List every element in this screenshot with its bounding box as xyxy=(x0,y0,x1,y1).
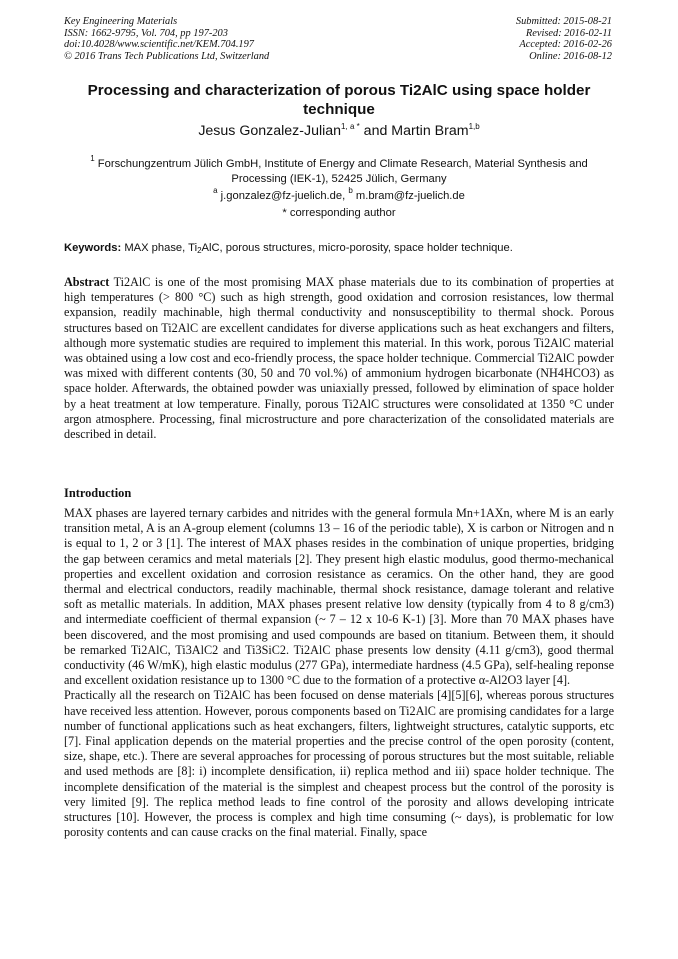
copyright: © 2016 Trans Tech Publications Ltd, Switzerland xyxy=(64,50,270,62)
accepted-date: Accepted: 2016-02-26 xyxy=(519,39,612,51)
introduction-body xyxy=(64,506,614,840)
affiliation xyxy=(64,151,614,187)
affiliation-text: Forschungzentrum Jülich GmbH, Institute of Energy and Climate Research, Material Synthesis and Processing (IEK-1), 52425 Jülich, Germany xyxy=(97,158,588,185)
author-2-sup: 1,b xyxy=(468,122,480,131)
author-1: Jesus Gonzalez-Julian xyxy=(198,123,342,139)
doi: doi:10.4028/www.scientific.net/KEM.704.197 xyxy=(64,39,254,51)
paper-title: Processing and characterization of porous Ti2AlC using space holder technique xyxy=(87,82,591,118)
submitted-date: Submitted: 2015-08-21 xyxy=(515,16,612,27)
abstract-label: Abstract xyxy=(64,275,110,289)
email-b[interactable]: m.bram@fz-juelich.de xyxy=(355,190,465,202)
online-date: Online: 2016-08-12 xyxy=(529,50,612,62)
email-a-sup: a xyxy=(213,186,218,195)
abstract-text: Ti2AlC is one of the most promising MAX phase materials due to its combination of properties at high temperatures (> 800 °C) such as high strength, good oxidation and corrosion resistances, low thermal expansion, readily machinable, high thermal conductivity and nonsusceptibility to thermal shock. Porous structures based on Ti2AlC are excellent candidates for diverse applications such as heat exchangers and filters, although more systematic studies are required to implement this material. In this work, porous Ti2AlC material was obtained using a low cost and eco-friendly process, the space holder technique. Commercial Ti2AlC powder was mixed with different contents (30, 50 and 70 vol.%) of ammonium hydrogen bicarbonate (NH4HCO3) as space holder. Afterwards, the obtained powder was uniaxially pressed, followed by elimination of space holder by a heat treatment at low temperature. Finally, porous Ti2AlC structures were consolidated at 1350 °C under argon atmosphere. Processing, final microstructure and pore characterization of the consolidated materials are described in detail. xyxy=(64,275,615,442)
keywords-text-2: AlC, porous structures, micro-porosity, space holder technique. xyxy=(201,242,513,254)
intro-paragraph-1: MAX phases are layered ternary carbides and nitrides with the general formula Mn+1AXn, where M is an early transition metal, A is an A-group element (columns 13 – 16 of the periodic table), X is carbon or Nitrogen and n is equal to 1, 2 or 3 [1]. The interest of MAX phases resides in the combination of unique properties, bridging the gap between ceramics and metal materials [2]. They present high elastic modulus, good thermo-mechanical properties and excellent oxidation and corrosion resistance as ceramics. On the other hand, they are good thermal and electrical conductors, readily machinable, thermal shock resistance, damage tolerant and relative soft as metallic materials. In addition, MAX phases present relative low density (typically from 4 to 8 g/cm3) and intermediate coefficient of thermal expansion (~ 7 – 12 x 10-6 K-1) [3]. More than 70 MAX phases have been discovered, and the most promising and used compounds are based on titanium. Between them, it should be remarked Ti2AlC, Ti3AlC2 and Ti3SiC2. Ti2AlC phase presents low density (4.11 g/cm3), good thermal conductivity (46 W/mK), high elastic modulus (277 GPa), intermediate hardness (4.5 GPa), self-healing reponse and excellent oxidation resistance up to 1300 °C due to the formation of a protective α-Al2O3 layer [4]. xyxy=(64,506,614,688)
dates-info xyxy=(516,16,612,62)
keywords-text-1: MAX phase, Ti xyxy=(124,242,198,254)
abstract xyxy=(64,275,614,442)
authors-and: and xyxy=(359,123,392,139)
corresponding-author: * corresponding author xyxy=(282,207,396,219)
keywords-label: Keywords: xyxy=(64,242,122,254)
affiliation-sup: 1 xyxy=(90,154,95,163)
keywords-sub: 2 xyxy=(197,246,202,255)
email-a[interactable]: j.gonzalez@fz-juelich.de xyxy=(220,190,343,202)
author-2: Martin Bram xyxy=(391,123,469,139)
issn: ISSN: 1662-9795, Vol. 704, pp 197-203 xyxy=(64,27,228,39)
authors xyxy=(64,122,614,139)
journal-name: Key Engineering Materials xyxy=(64,16,178,27)
email-b-sup: b xyxy=(348,186,353,195)
introduction-heading: Introduction xyxy=(64,486,132,500)
emails: $^a$ j.gonzalez@fz-juelich.de, $^b$ m.bram@fz-juelich.de xyxy=(213,186,465,202)
intro-paragraph-2: Practically all the research on Ti2AlC has been focused on dense materials [4][5][6], whereas porous structures have received less attention. However, porous components based on Ti2AlC are promising candidates for a large number of functional applications such as heat exchangers, filters, lightweight structures, catalytic supports, etc [7]. Final application depends on the material properties and the precise control of the open porosity (content, size, shape, etc.). There are several approaches for processing of porous structures but the most suitable, reliable and used methods are [8]: i) incomplete densification, ii) replica method and iii) space holder technique. The incomplete densification of the material is the simplest and cheapest process but the control of the porosity is very limited [9]. The replica method leads to fine control of the porosity and allows developing intricate structures [10]. However, the process is complex and high time consuming (~ days), is problematic for low porosity contents and can cause cracks on the final material. Finally, space xyxy=(64,688,614,840)
keywords xyxy=(64,242,614,255)
journal-header xyxy=(64,16,612,62)
revised-date: Revised: 2016-02-11 xyxy=(525,27,612,39)
journal-info xyxy=(64,16,269,62)
author-1-sup: 1, a * xyxy=(341,122,360,131)
